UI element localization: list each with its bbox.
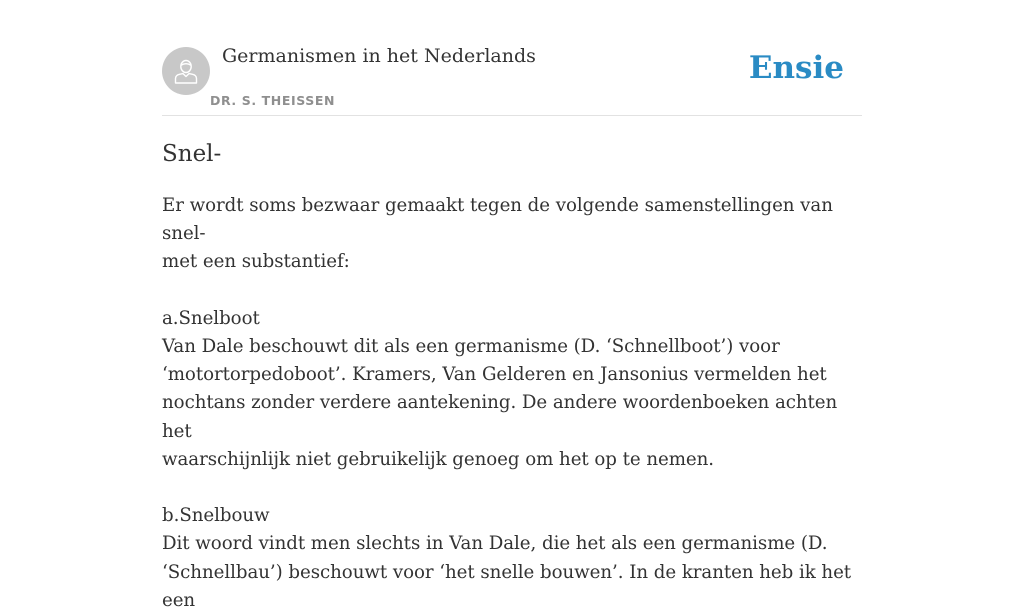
book-title: Germanismen in het Nederlands [222, 45, 536, 67]
ensie-logo[interactable]: Ensie [748, 50, 844, 86]
header [162, 38, 862, 116]
article-title: Snel- [162, 141, 222, 167]
avatar [162, 47, 210, 95]
article [162, 138, 862, 615]
author-name: DR. S. THEISSEN [210, 93, 336, 108]
article-body: Er wordt soms bezwaar gemaakt tegen de volgende samenstellingen van snel- met een substantief: a.Snelboot Van Dale beschouwt dit als een germanisme (D. ‘Schnellboot’) voor ‘motortorpedoboot’. Kramers, Van Gelderen en Jansonius vermelden het nochtans zonder verdere aantekening. De andere woordenboeken achten het waarschijnlijk niet gebruikelijk genoeg om het op te nemen. b.Snelbouw Dit woord vindt men slechts in Van Dale, die het als een germanisme (D. ‘Schnellbau’) beschouwt voor ‘het snelle bouwen’. In de kranten heb ik het een [162, 195, 852, 611]
user-icon [171, 56, 201, 86]
